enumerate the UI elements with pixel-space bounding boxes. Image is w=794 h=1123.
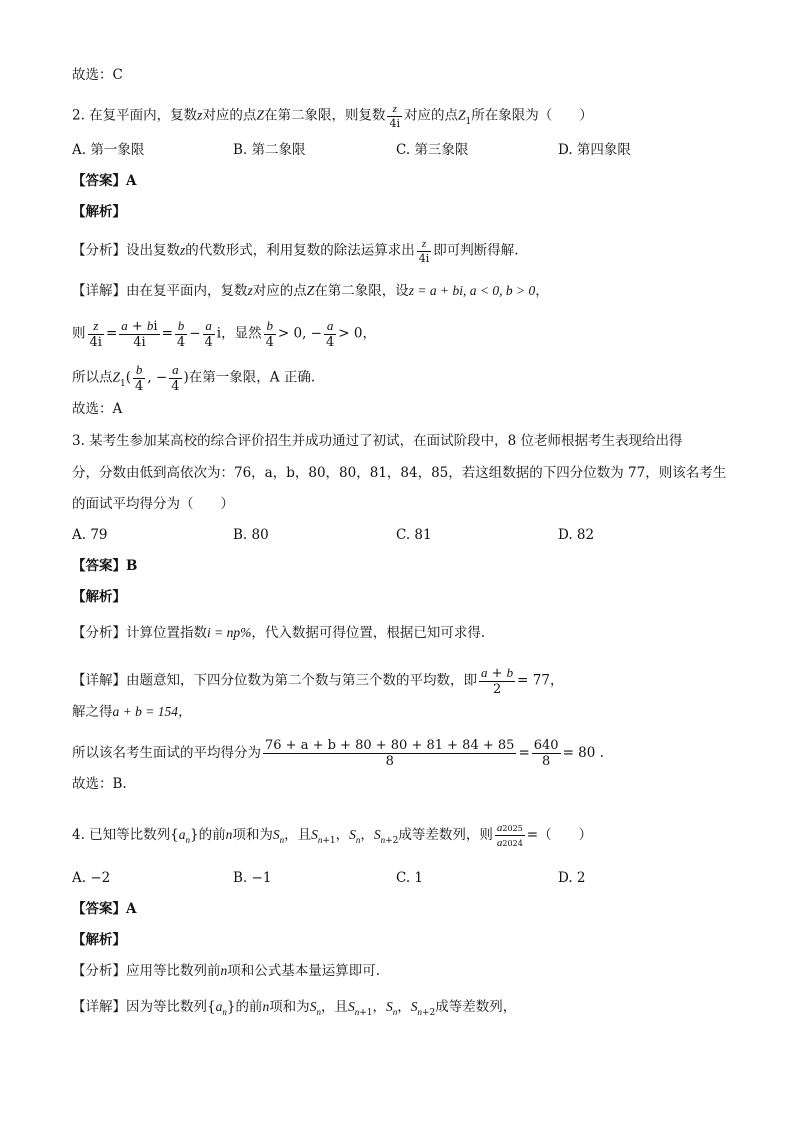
q3-average: 所以该名考生面试的平均得分为 $\frac{76 + a + b + 80 + 80 + 81 + 84 + 85}{8}$ = $\frac{640}{8}$ = 80 .	[72, 738, 604, 769]
q3-option-d: D. 82	[558, 527, 595, 543]
q2-option-c: C. 第三象限	[396, 142, 469, 158]
frac-z-over-4i: $\frac{z}{4i}$	[389, 103, 400, 130]
q3-answer: 【答案】B	[72, 558, 138, 574]
var-z: z	[197, 107, 203, 123]
q2-so-line: 所以点$Z_1$( $\frac{b}{4}$ , − $\frac{a}{4}$ )在第一象限，A 正确.	[72, 362, 316, 394]
q3-analysis-head: 【解析】	[72, 589, 126, 605]
q2-then-line: 则 $\frac{z}{4i}$ = $\frac{a + bi}{4i}$ = $\frac{b}{4}$ − $\frac{a}{4}$ i，显然 $\frac{b}{4}$ > 0, − $\frac{a}{4}$ > 0，	[72, 318, 376, 350]
q4-analysis-head: 【解析】	[72, 932, 126, 948]
q3-stem-line2: 分，分数由低到高依次为：76，a，b，80，80，81，84，85，若这组数据的下四分位数为 77，则该名考生	[72, 465, 727, 481]
q4-fenxi: 【分析】应用等比数列前n项和公式基本量运算即可.	[72, 963, 381, 979]
q4-option-c: C. 1	[396, 870, 424, 886]
q4-option-b: B. −1	[233, 870, 272, 886]
q4-xiangjie: 【详解】因为等比数列$\{a_n\}$的前n项和为$S_n$，且$S_{n+1}$，$S_n$，$S_{n+2}$成等差数列，	[72, 999, 517, 1018]
q3-stem-line1: 3. 某考生参加某高校的综合评价招生并成功通过了初试，在面试阶段中，8 位老师根据考生表现给出得	[72, 433, 683, 449]
q2-fenxi: 【分析】设出复数z的代数形式，利用复数的除法运算求出 $\frac{z}{4i}$ 即可判断得解.	[72, 238, 519, 265]
q2-stem: 2. 在复平面内，复数z对应的点Z在第二象限，则复数 $\frac{z}{4i}$ 对应的点$Z_1$所在象限为（ ）	[72, 103, 593, 130]
q3-option-b: B. 80	[233, 527, 269, 543]
q2-answer: 【答案】A	[72, 173, 137, 189]
q4-stem: 4. 已知等比数列$\{a_n\}$的前n项和为$S_n$，且$S_{n+1}$，$S_n$，$S_{n+2}$成等差数列，则 $\frac{a2025}{a2024}$ =（ ）	[72, 822, 593, 849]
q3-stem-line3: 的面试平均得分为（ ）	[72, 496, 234, 512]
q2-option-d: D. 第四象限	[558, 142, 631, 158]
q3-conclusion: 故选：B.	[72, 776, 127, 792]
q1-conclusion: 故选：C	[72, 67, 123, 83]
q2-xiangjie: 【详解】由在复平面内，复数z对应的点Z在第二象限，设z = a + bi, a < 0, b > 0，	[72, 283, 549, 299]
q3-xiangjie: 【详解】由题意知，下四分位数为第二个数与第三个数的平均数，即 $\frac{a + b}{2}$ = 77，	[72, 665, 564, 697]
q3-solve: 解之得a + b = 154，	[72, 704, 192, 720]
q3-fenxi: 【分析】计算位置指数i = np%，代入数据可得位置，根据已知可求得.	[72, 625, 486, 641]
q2-option-a: A. 第一象限	[72, 142, 145, 158]
q2-option-b: B. 第二象限	[233, 142, 306, 158]
q3-option-c: C. 81	[396, 527, 432, 543]
q2-analysis-head: 【解析】	[72, 204, 126, 220]
q4-option-a: A. −2	[72, 870, 111, 886]
q4-option-d: D. 2	[558, 870, 586, 886]
q4-answer: 【答案】A	[72, 901, 137, 917]
q3-option-a: A. 79	[72, 527, 108, 543]
q2-conclusion: 故选：A	[72, 401, 123, 417]
